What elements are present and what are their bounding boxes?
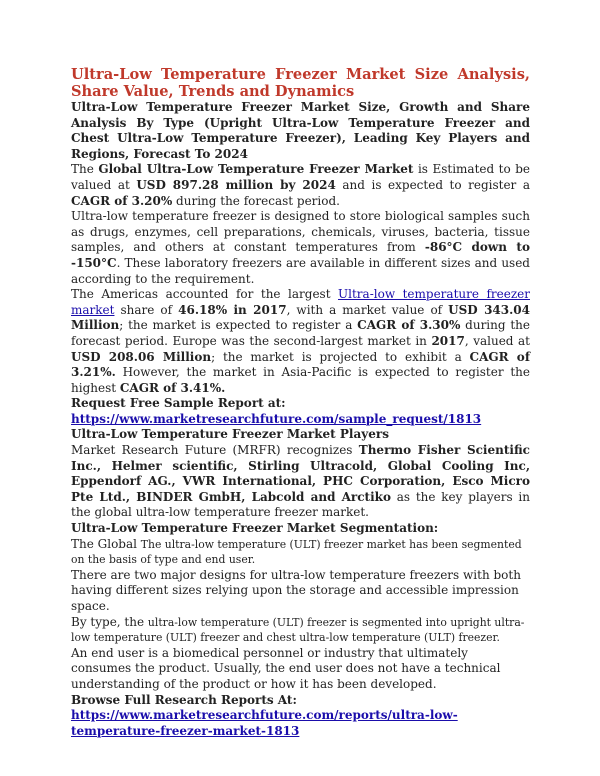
paragraph-market-value	[71, 162, 530, 209]
text: ; the market is projected to exhibit a	[211, 349, 470, 364]
text: , valued at	[464, 333, 530, 348]
paragraph-by-type	[71, 615, 530, 646]
bold-text: 2017	[431, 333, 465, 348]
browse-reports-link-row	[71, 708, 530, 739]
sample-request-link[interactable]: https://www.marketresearchfuture.com/sample_request/1813	[71, 411, 482, 426]
text: ; the market is expected to register a	[119, 318, 358, 333]
sample-request-link-row	[71, 412, 530, 428]
text: . These laboratory freezers are available in different sizes and used according to the requirement.	[71, 255, 530, 286]
text: By type, the	[71, 614, 148, 629]
bold-text: CAGR of 3.20%	[71, 193, 173, 208]
bold-text: CAGR of 3.41%.	[119, 380, 226, 395]
text: during the forecast period. Europe was the second-largest market in	[71, 318, 531, 348]
paragraph-players	[71, 443, 530, 521]
bold-text: USD 897.28 million by 2024	[136, 177, 336, 192]
text: share of	[114, 302, 179, 317]
text: and is expected to register a	[335, 177, 530, 192]
text: , with a market value of	[286, 302, 449, 317]
text: Ultra-low temperature freezer is designed to store biological samples such as drugs, enzymes, cell preparations, chemicals, viruses, bacteria, tissue samples, and others at constant temperatures from	[71, 209, 530, 255]
market-report-link[interactable]: Ultra-low temperature freezer market	[71, 287, 530, 317]
text: However, the market in Asia-Pacific is expected to register the highest	[71, 365, 530, 395]
paragraph-designs: There are two major designs for ultra-low temperature freezers with both having different sizes relying upon the storage and accessible impression space.	[71, 567, 521, 613]
paragraph-regional	[71, 287, 530, 396]
text: is Estimated to be valued at	[71, 162, 530, 192]
text: during the forecast period.	[172, 193, 340, 208]
browse-reports-label: Browse Full Research Reports At:	[71, 692, 297, 707]
sample-request-label: Request Free Sample Report at:	[71, 396, 286, 411]
paragraph-segmentation	[71, 537, 530, 568]
bold-text: USD 343.04 Million	[71, 302, 530, 333]
text: The	[71, 162, 99, 177]
segmentation-heading: Ultra-Low Temperature Freezer Market Segmentation:	[71, 521, 439, 536]
text: The ultra-low temperature (ULT) freezer market has been segmented on the basis of type and end user.	[71, 537, 522, 567]
paragraph-definition	[71, 209, 530, 287]
paragraph-end-user: An end user is a biomedical personnel or industry that ultimately consumes the product. Usually, the end user does not have a technical understanding of the product or how it has been developed.	[71, 645, 501, 691]
text: The Americas accounted for the largest	[71, 287, 339, 302]
document-page	[71, 66, 530, 739]
text: ultra-low temperature (ULT) freezer is segmented into upright ultra-low temperature (ULT) freezer and chest ultra-low temperature (ULT) freezer.	[71, 615, 525, 645]
bold-text: Thermo Fisher Scientific Inc., Helmer scientific, Stirling Ultracold, Global Cooling Inc, Eppendorf AG., VWR International, PHC Corporation, Esco Micro Pte Ltd., BINDER GmbH, Labcold and Arctiko	[71, 443, 530, 504]
document-subtitle: Ultra-Low Temperature Freezer Market Size, Growth and Share Analysis By Type (Upright Ultra-Low Temperature Freezer and Chest Ultra-Low Temperature Freezer), Leading Key Players and Regions, Forecast To 2024	[71, 100, 530, 161]
bold-text: -86°C down to -150°C	[71, 240, 530, 270]
document-title: Ultra-Low Temperature Freezer Market Size Analysis, Share Value, Trends and Dynamics	[71, 66, 530, 100]
bold-text: CAGR of 3.21%.	[71, 349, 530, 380]
text: The Global	[71, 536, 141, 551]
text: Market Research Future (MRFR) recognizes	[71, 443, 359, 458]
bold-text: Global Ultra-Low Temperature Freezer Market	[98, 162, 414, 177]
bold-text: 46.18% in 2017	[178, 302, 287, 317]
browse-reports-link[interactable]: https://www.marketresearchfuture.com/reports/ultra-low-temperature-freezer-market-1813	[71, 708, 458, 738]
bold-text: USD 208.06 Million	[71, 349, 212, 364]
bold-text: CAGR of 3.30%	[357, 318, 461, 333]
text: as the key players in the global ultra-low temperature freezer market.	[71, 489, 530, 520]
players-heading: Ultra-Low Temperature Freezer Market Players	[71, 427, 389, 442]
